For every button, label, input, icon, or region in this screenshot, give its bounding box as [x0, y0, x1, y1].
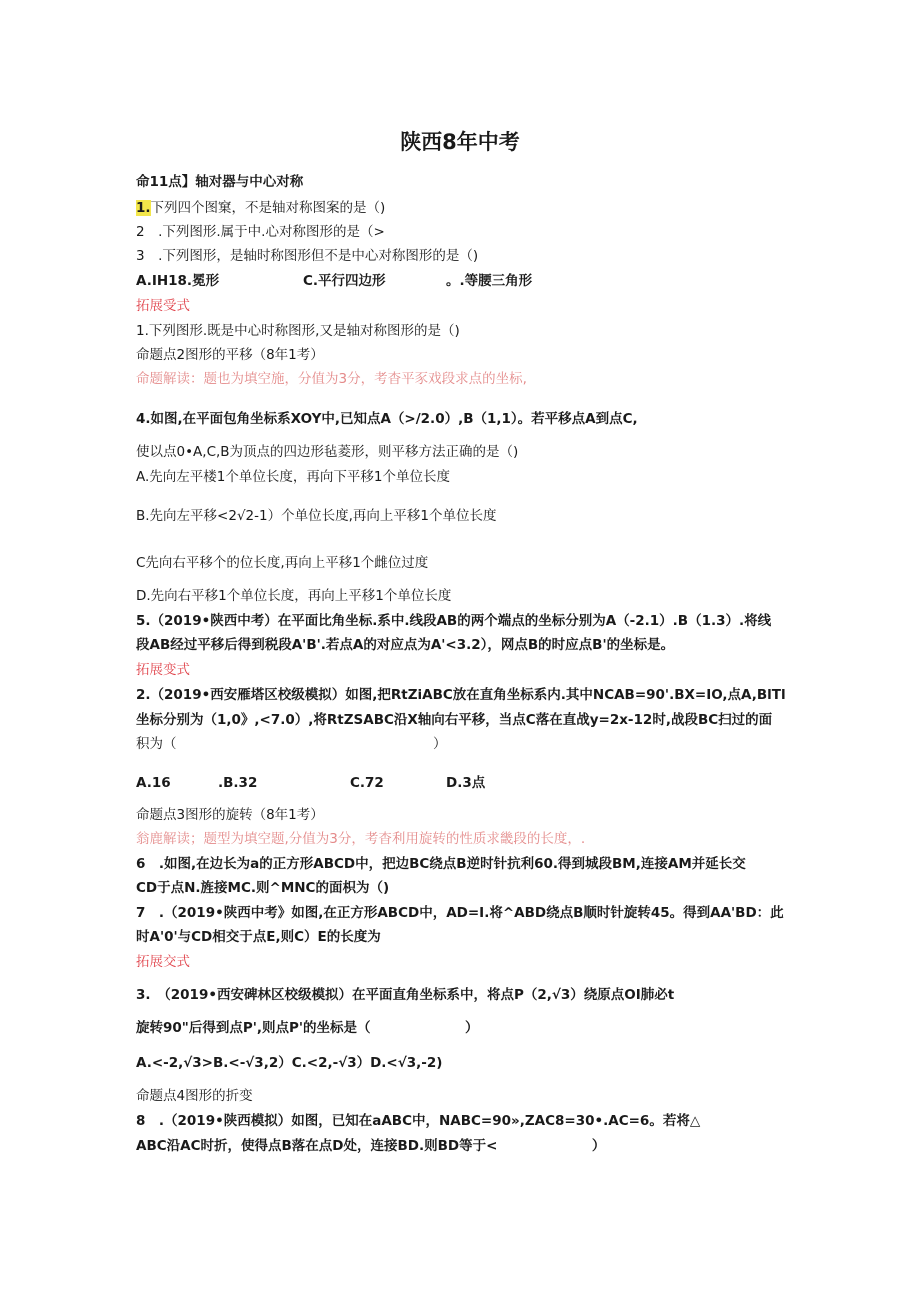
extension-2-option-c: C.72 [350, 775, 384, 791]
extension-2-option-b: .B.32 [218, 775, 258, 791]
extension-question-2-line-3: 积为（ ） [136, 736, 447, 752]
question-number-highlight: 1. [136, 200, 151, 216]
question-8-line-2: ABC沿AC时折，使得点B落在点D处，连接BD.则BD等于< ） [136, 1138, 606, 1154]
question-4-option-a: A.先向左平楼1个单位长度，再向下平移1个单位长度 [136, 469, 450, 485]
question-4-line-2: 使以点0•A,C,B为顶点的四边形毡菱形，则平移方法正确的是（) [136, 444, 519, 460]
question-7-line-2: 时A'0'与CD相交于点E,则C）E的长度为 [136, 929, 381, 945]
extension-2-option-a: A.16 [136, 775, 171, 791]
question-4-line-1: 4.如图,在平面包角坐标系XOY中,已知点A（>/2.0）,B（1,1）。若平移点A到点C, [136, 411, 638, 427]
question-2: 2 .下列图形.属于中.心对称图形的是（> [136, 224, 385, 240]
question-4-option-d: D.先向右平移1个单位长度，再向上平移1个单位长度 [136, 588, 452, 604]
section-heading-folding: 命题点4图形的折变 [136, 1088, 253, 1104]
extension-question-1: 1.下列图形.既是中心时称图形,又是轴对称图形的是（) [136, 323, 460, 339]
extension-heading-1: 拓展受式 [136, 298, 190, 314]
question-3-option-a: A.IH18.冕形 [136, 273, 220, 289]
question-1-text: 下列四个图窠，不是轴对称图案的是（) [150, 200, 386, 216]
extension-question-2-line-2: 坐标分别为（1,0》,<7.0）,将RtZSABC沿X轴向右平移，当点C落在直战y=2x-12时,战段BC扫过的面 [136, 712, 773, 728]
question-3-option-c: C.平行四边形 [303, 273, 386, 289]
question-3-option-d: 。.等腰三角形 [446, 273, 533, 289]
question-6-line-1: 6 .如图,在边长为a的正方形ABCD中，把边BC绕点B逆时针抗利60.得到城段BM,连接AM并延长交 [136, 856, 746, 872]
extension-question-2-line-1: 2.（2019•西安雁塔区校级模拟）如图,把RtZiABC放在直角坐标系内.其中NCAB=90'.BX=IO,点A,BlTl [136, 687, 786, 703]
question-5-line-1: 5.（2019•陕西中考）在平面比角坐标.系中.线段AB的两个端点的坐标分别为A（-2.1）.B（1.3）.将线 [136, 613, 772, 629]
section-heading-translation: 命题点2图形的平移（8年1考） [136, 347, 324, 363]
question-8-line-1: 8 .（2019•陕西模拟）如图，已知在aABC中，NABC=90»,ZAC8=30•.AC=6。若将△ [136, 1113, 701, 1129]
section-note-rotation: 翁鹿解读；题型为填空题,分值为3分，考杳利用旋转的性质求畿段的长度，. [136, 831, 586, 847]
extension-question-3-line-1: 3. （2019•西安碑林区校级模拟）在平面直角坐标系中，将点P（2,√3）绕原点OI肺必t [136, 987, 675, 1003]
question-3: 3 .下列图形，是轴时称图形但不是中心对称图形的是（) [136, 248, 479, 264]
question-6-line-2: CD于点N.旌接MC.则^MNC的面枳为（) [136, 880, 390, 896]
question-4-option-c: C先向右平移个的位长度,再向上平移1个雌位过度 [136, 555, 429, 571]
question-5-line-2: 段AB经过平移后得到税段A'B'.若点A的对应点为A'<3.2），网点B的时应点B'的坐标是。 [136, 637, 675, 653]
extension-heading-2: 拓展变式 [136, 662, 190, 678]
section-note-translation: 命题解读：题也为填空施，分值为3分，考杳平豕戏段求点的坐标, [136, 371, 527, 387]
section-heading-axis-symmetry: 命11点】轴对器与中心对称 [136, 174, 304, 190]
extension-heading-3: 拓展交式 [136, 954, 190, 970]
extension-question-3-options: A.<-2,√3>B.<-√3,2）C.<2,-√3）D.<√3,-2) [136, 1055, 443, 1071]
extension-2-option-d: D.3点 [446, 775, 486, 791]
question-1 [136, 199, 385, 217]
section-heading-rotation: 命题点3图形的旋转（8年1考） [136, 807, 324, 823]
extension-question-3-line-2: 旋转90"后得到点P',则点P'的坐标是（ ） [136, 1020, 479, 1036]
page-title: 陕西8年中考 [400, 130, 520, 154]
question-4-option-b: B.先向左平移<2√2-1）个单位长度,再向上平移1个单位长度 [136, 508, 497, 524]
question-7-line-1: 7 .（2019•陕西中考》如图,在正方形ABCD中，AD=I.将^ABD绕点B顺时针旋转45。得到AA'BD：此 [136, 905, 784, 921]
